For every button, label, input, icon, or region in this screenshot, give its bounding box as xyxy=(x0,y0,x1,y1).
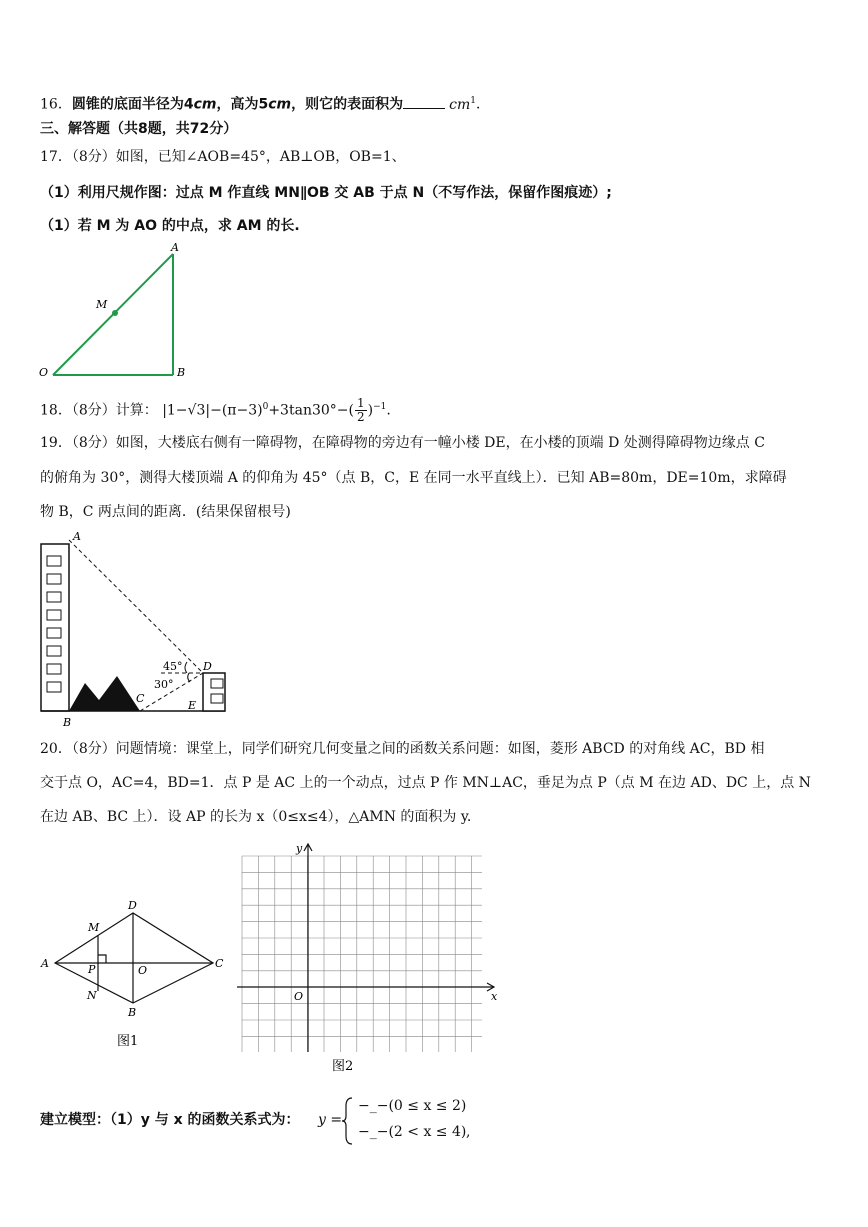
q20-line1: 20．（8分）问题情境：课堂上，同学们研究几何变量之间的函数关系问题：如图，菱形 ABCD 的对角线 AC，BD 相 xyxy=(40,741,765,757)
model-label: 建立模型：（1）y 与 x 的函数关系式为： xyxy=(40,1112,300,1128)
label-m: M xyxy=(88,921,100,934)
obstacle xyxy=(69,676,140,711)
q18-expr-c: ) xyxy=(367,402,374,419)
small-window xyxy=(211,679,223,688)
label-o: O xyxy=(39,366,49,379)
q16-text-a: 圆锥的底面半径为4 xyxy=(71,96,194,113)
rhombus-abcd xyxy=(55,913,213,1003)
sightline-da xyxy=(69,540,203,673)
label-a: A xyxy=(41,957,49,970)
q16-text-c: ，则它的表面积为 xyxy=(291,96,404,113)
q16-line xyxy=(40,91,490,115)
label-n: N xyxy=(87,989,97,1002)
point-m xyxy=(112,310,118,316)
q20-figure1 xyxy=(35,895,235,1055)
q18-expr-b: +3tan30°−( xyxy=(268,402,354,419)
small-window xyxy=(211,694,223,703)
answer-blank xyxy=(403,94,445,109)
angle-45-label: 45° xyxy=(163,660,183,673)
q20-figure2 xyxy=(232,840,502,1075)
fraction-denominator: 2 xyxy=(356,410,365,425)
q18-expr-a: |1−√3|−(π−3) xyxy=(162,402,263,419)
label-m: M xyxy=(96,298,108,311)
q18-exp1: −1 xyxy=(373,402,387,412)
q18-end: . xyxy=(386,402,391,419)
q17-head: 17．（8分）如图，已知∠AOB=45°，AB⊥OB，OB=1、 xyxy=(40,149,406,165)
q16-sup: 1 xyxy=(470,96,476,106)
q20-line2: 交于点 O，AC=4，BD=1．点 P 是 AC 上的一个动点，过点 P 作 MN⊥AC，垂足为点 P（点 M 在边 AD、DC 上，点 N xyxy=(40,775,811,791)
y-equals: y = xyxy=(318,1112,343,1128)
q16-unit1: cm xyxy=(193,96,217,113)
q18-exp0: 0 xyxy=(262,402,269,412)
brace xyxy=(341,1096,355,1146)
label-o: O xyxy=(138,964,148,977)
origin-label: O xyxy=(294,990,304,1003)
coordinate-grid xyxy=(242,856,482,1052)
label-c: C xyxy=(215,957,224,970)
q20-line3: 在边 AB、BC 上）．设 AP 的长为 x（0≤x≤4），△AMN 的面积为 y. xyxy=(40,809,472,825)
label-p: P xyxy=(88,963,96,976)
section-heading: 三、解答题（共8题，共72分） xyxy=(40,121,238,137)
angle-30-label: 30° xyxy=(154,678,174,691)
q19-figure xyxy=(35,528,240,728)
q19-line3: 物 B，C 两点间的距离．(结果保留根号) xyxy=(40,504,291,520)
q18-fraction xyxy=(355,397,367,424)
case-2: −_−(2 < x ≤ 4) xyxy=(358,1124,467,1140)
label-a: A xyxy=(171,241,179,254)
figure2-caption: 图2 xyxy=(332,1059,354,1074)
q17-part2: （1）若 M 为 AO 的中点，求 AM 的长. xyxy=(40,218,300,234)
q17-part1: （1）利用尺规作图：过点 M 作直线 MN∥OB 交 AB 于点 N（不写作法，保留作图痕迹）; xyxy=(40,185,612,201)
label-c: C xyxy=(136,692,145,705)
x-axis-label: x xyxy=(491,990,498,1003)
label-b: B xyxy=(177,366,186,379)
case-1: −_−(0 ≤ x ≤ 2) xyxy=(358,1098,467,1114)
label-b: B xyxy=(63,716,72,728)
figure1-caption: 图1 xyxy=(117,1034,139,1049)
angle-arc-45 xyxy=(185,662,187,673)
q19-line2: 的俯角为 30°，测得大楼顶端 A 的仰角为 45°（点 B，C，E 在同一水平直线上）．已知 AB=80m，DE=10m，求障碍 xyxy=(40,470,787,486)
q16-unit2: cm xyxy=(268,96,292,113)
q16-end: ． xyxy=(475,96,490,113)
fraction-numerator: 1 xyxy=(356,396,365,411)
q19-line1: 19．（8分）如图，大楼底右侧有一障碍物，在障碍物的旁边有一幢小楼 DE，在小楼的顶端 D 处测得障碍物边缘点 C xyxy=(40,435,765,451)
label-b: B xyxy=(128,1006,137,1019)
q17-figure xyxy=(35,240,205,380)
label-d: D xyxy=(128,899,137,912)
q16-text-b: ，高为5 xyxy=(216,96,269,113)
label-a: A xyxy=(73,530,81,543)
y-axis-label: y xyxy=(296,842,303,855)
q18-head: 18．（8分）计算： xyxy=(40,402,158,419)
q16-tail-unit: cm xyxy=(449,96,471,113)
q16-number: 16． xyxy=(40,96,72,113)
q18-line xyxy=(40,392,391,425)
right-angle-mark xyxy=(98,955,106,963)
label-e: E xyxy=(188,699,197,712)
label-d: D xyxy=(203,660,212,673)
model-end: , xyxy=(466,1124,471,1140)
